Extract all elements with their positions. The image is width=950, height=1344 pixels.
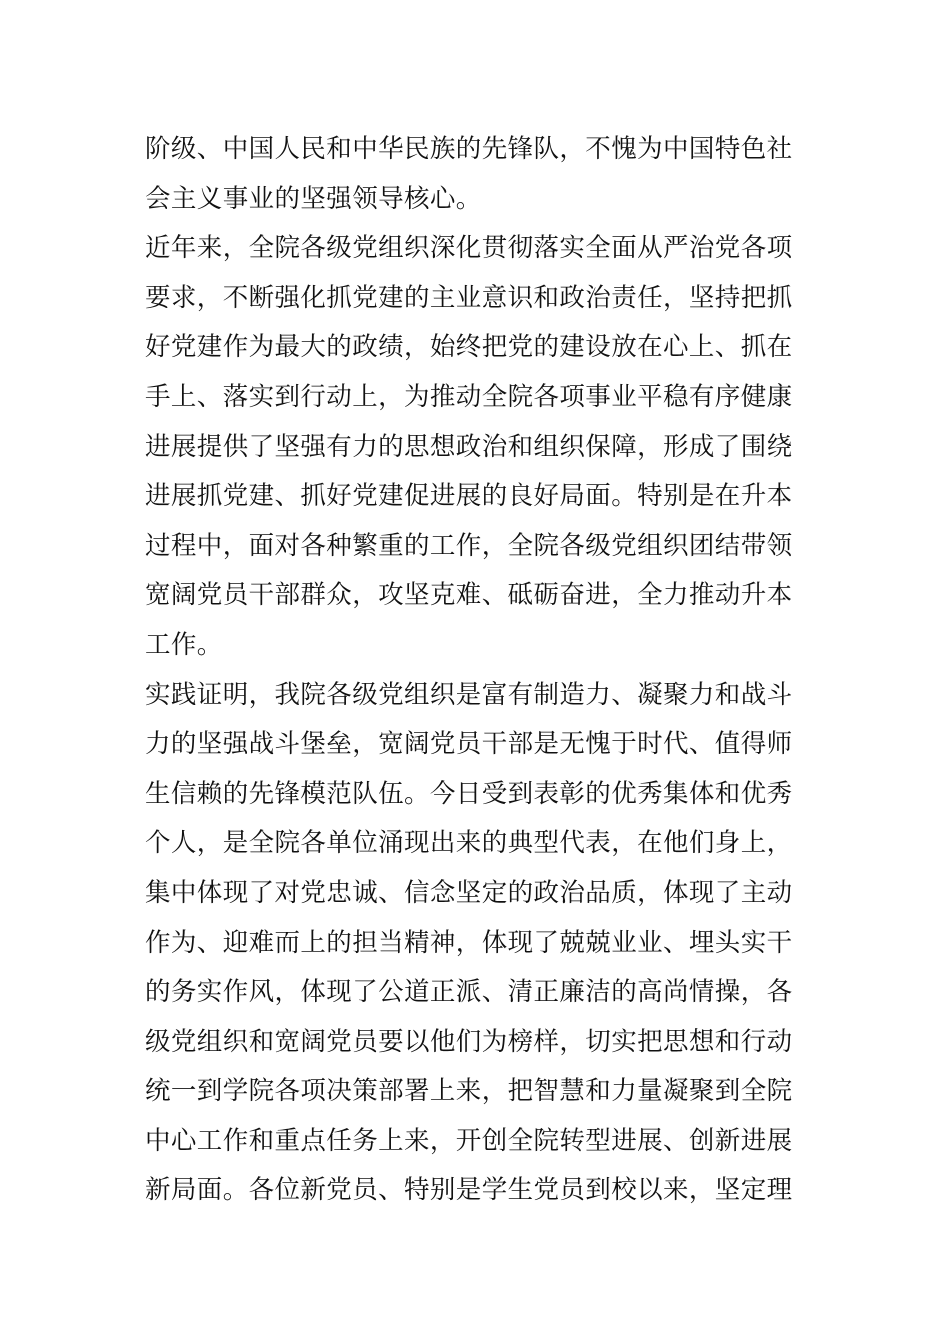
text-line: 新局面。各位新党员、特别是学生党员到校以来，坚定理 xyxy=(145,1175,793,1206)
text-line: 进展抓党建、抓好党建促进展的良好局面。特别是在升本 xyxy=(145,481,793,512)
text-line: 近年来，全院各级党组织深化贯彻落实全面从严治党各项 xyxy=(145,233,793,264)
text-line: 手上、落实到行动上，为推动全院各项事业平稳有序健康 xyxy=(145,381,793,412)
document-body xyxy=(145,125,815,1216)
text-line: 会主义事业的坚强领导核心。 xyxy=(145,183,482,214)
text-line: 级党组织和宽阔党员要以他们为榜样，切实把思想和行动 xyxy=(145,1026,793,1057)
text-line: 的务实作风，体现了公道正派、清正廉洁的高尚情操，各 xyxy=(145,977,793,1008)
text-line: 好党建作为最大的政绩，始终把党的建设放在心上、抓在 xyxy=(145,332,793,363)
text-line: 集中体现了对党忠诚、信念坚定的政治品质，体现了主动 xyxy=(145,877,793,908)
text-line: 宽阔党员干部群众，攻坚克难、砥砺奋进，全力推动升本 xyxy=(145,580,793,611)
text-line: 要求，不断强化抓党建的主业意识和政治责任，坚持把抓 xyxy=(145,282,793,313)
text-line: 生信赖的先锋模范队伍。今日受到表彰的优秀集体和优秀 xyxy=(145,778,793,809)
text-line: 工作。 xyxy=(145,629,223,660)
text-line: 过程中，面对各种繁重的工作，全院各级党组织团结带领 xyxy=(145,530,793,561)
text-line: 实践证明，我院各级党组织是富有制造力、凝聚力和战斗 xyxy=(145,679,793,710)
text-line: 力的坚强战斗堡垒，宽阔党员干部是无愧于时代、值得师 xyxy=(145,729,793,760)
text-line: 中心工作和重点任务上来，开创全院转型进展、创新进展 xyxy=(145,1125,793,1156)
text-line: 统一到学院各项决策部署上来，把智慧和力量凝聚到全院 xyxy=(145,1076,793,1107)
text-line: 进展提供了坚强有力的思想政治和组织保障，形成了围绕 xyxy=(145,431,793,462)
text-line: 阶级、中国人民和中华民族的先锋队，不愧为中国特色社 xyxy=(145,134,793,164)
text-line: 作为、迎难而上的担当精神，体现了兢兢业业、埋头实干 xyxy=(145,927,793,958)
text-line: 个人，是全院各单位涌现出来的典型代表，在他们身上， xyxy=(145,828,793,859)
